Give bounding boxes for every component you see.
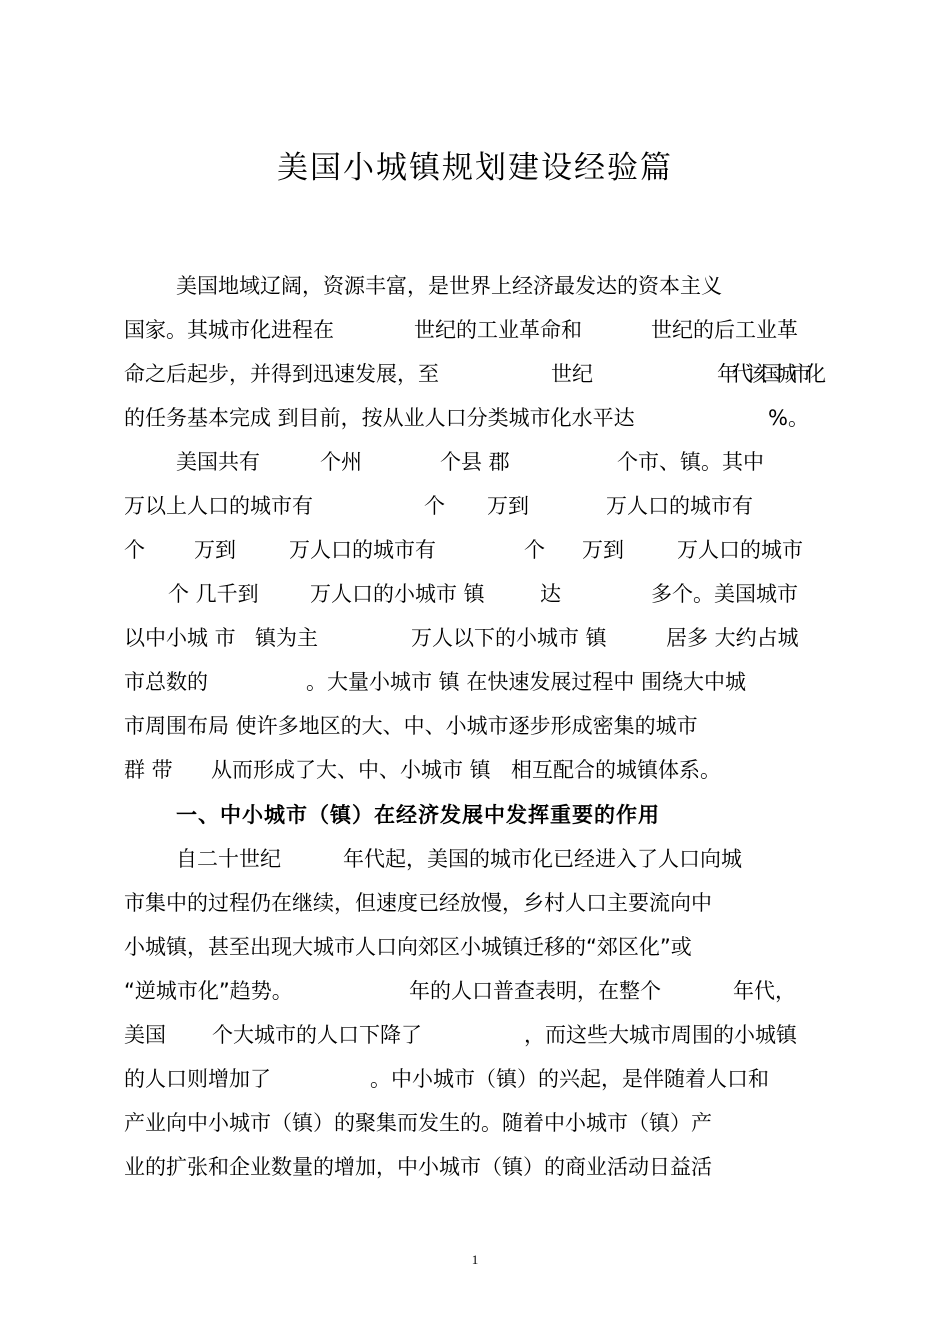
text-line — [124, 484, 826, 528]
text-line — [124, 1013, 826, 1057]
text-line — [124, 704, 826, 748]
text-segment: 万人口的城市有 — [289, 538, 436, 562]
text-segment: 万到 — [487, 494, 529, 518]
text-segment: 。大量小城市 镇 在快速发展过程中 围绕大中城 — [306, 670, 747, 694]
text-segment: 的任务基本完成 到目前，按从业人口分类城市化水平达 — [124, 406, 635, 430]
text-segment: 群 带 — [124, 758, 173, 782]
text-line — [124, 616, 826, 660]
section-heading — [124, 793, 826, 837]
text-segment: 年代， — [733, 979, 796, 1003]
text-segment: 个大城市的人口下降了 — [212, 1023, 422, 1047]
text-segment: 市周围布局 使许多地区的大、中、小城市逐步形成密集的城市 — [124, 714, 698, 738]
text-segment: 以中小城 市 — [124, 626, 236, 650]
text-segment: 市总数的 — [124, 670, 208, 694]
text-segment: 国家。其城市化进程在 — [124, 318, 334, 342]
text-segment: “逆城市化”趋势。 — [124, 979, 293, 1003]
text-line — [124, 1101, 826, 1145]
text-segment: 产业向中小城市（镇）的聚集而发生的。随着中小城市（镇）产 — [124, 1111, 712, 1135]
text-line — [124, 528, 826, 572]
text-segment: ，而这些大城市周围的小城镇 — [524, 1023, 797, 1047]
text-line — [124, 352, 826, 396]
text-line — [124, 969, 826, 1013]
text-segment: 一、中小城市（镇）在经济发展中发挥重要的作用 — [176, 803, 660, 827]
text-segment: 世纪的工业革命和 — [414, 318, 582, 342]
text-segment: 世纪 — [551, 362, 593, 386]
text-segment: 美国 — [124, 1023, 166, 1047]
text-segment: 万人口的城市有 — [606, 494, 753, 518]
text-segment: 小城镇，甚至出现大城市人口向郊区小城镇迁移的“郊区化”或 — [124, 935, 692, 959]
page-number: 1 — [471, 1252, 479, 1267]
text-line — [124, 264, 826, 308]
text-segment: 年代该国城市化 — [717, 362, 820, 386]
text-segment: 个市、镇。其中 — [617, 450, 764, 474]
text-segment: 自二十世纪 — [176, 847, 281, 871]
text-segment: 个 — [524, 538, 545, 562]
text-line — [124, 308, 826, 352]
document-title: 美国小城镇规划建设经验篇 — [277, 150, 673, 186]
text-segment: 从而形成了大、中、小城市 镇 — [211, 758, 491, 782]
text-segment: 万人口的小城市 镇 — [310, 582, 485, 606]
text-segment: 多个。美国城市 — [651, 582, 798, 606]
text-segment: 。中小城市（镇）的兴起，是伴随着人口和 — [370, 1067, 769, 1091]
text-line — [124, 660, 826, 704]
text-segment: 个县 郡 — [440, 450, 510, 474]
text-segment: 个 — [124, 538, 145, 562]
text-segment: 世纪的后工业革 — [651, 318, 798, 342]
text-segment: 居多 大约占城 — [666, 626, 799, 650]
text-segment: 个 几千到 — [168, 582, 259, 606]
text-segment: 万人以下的小城市 镇 — [411, 626, 607, 650]
text-segment: 市集中的过程仍在继续，但速度已经放慢，乡村人口主要流向中 — [124, 891, 712, 915]
text-segment: 业的扩张和企业数量的增加，中小城市（镇）的商业活动日益活 — [124, 1155, 712, 1179]
text-line — [124, 572, 826, 616]
text-segment: 万到 — [194, 538, 236, 562]
text-segment: 镇为主 — [255, 626, 318, 650]
text-line — [124, 396, 826, 440]
text-segment: 万人口的城市 — [677, 538, 803, 562]
text-segment: %。 — [768, 406, 809, 430]
text-line — [124, 748, 826, 792]
text-segment: 达 — [540, 582, 561, 606]
text-segment: 万到 — [582, 538, 624, 562]
text-line — [124, 881, 826, 925]
text-segment: 的人口则增加了 — [124, 1067, 271, 1091]
text-segment: 相互配合的城镇体系。 — [511, 758, 721, 782]
text-line — [124, 837, 826, 881]
text-segment: 年代起，美国的城市化已经进入了人口向城 — [343, 847, 742, 871]
text-line — [124, 925, 826, 969]
text-segment: 万以上人口的城市有 — [124, 494, 313, 518]
text-line — [124, 440, 826, 484]
text-segment: 个州 — [320, 450, 362, 474]
text-segment: 个 — [424, 494, 445, 518]
text-line — [124, 1057, 826, 1101]
text-segment: 年的人口普查表明，在整个 — [409, 979, 661, 1003]
text-segment: 命之后起步，并得到迅速发展，至 — [124, 362, 439, 386]
text-line — [124, 1145, 826, 1189]
text-segment: 美国地域辽阔，资源丰富，是世界上经济最发达的资本主义 — [176, 274, 722, 298]
text-segment: 美国共有 — [176, 450, 260, 474]
